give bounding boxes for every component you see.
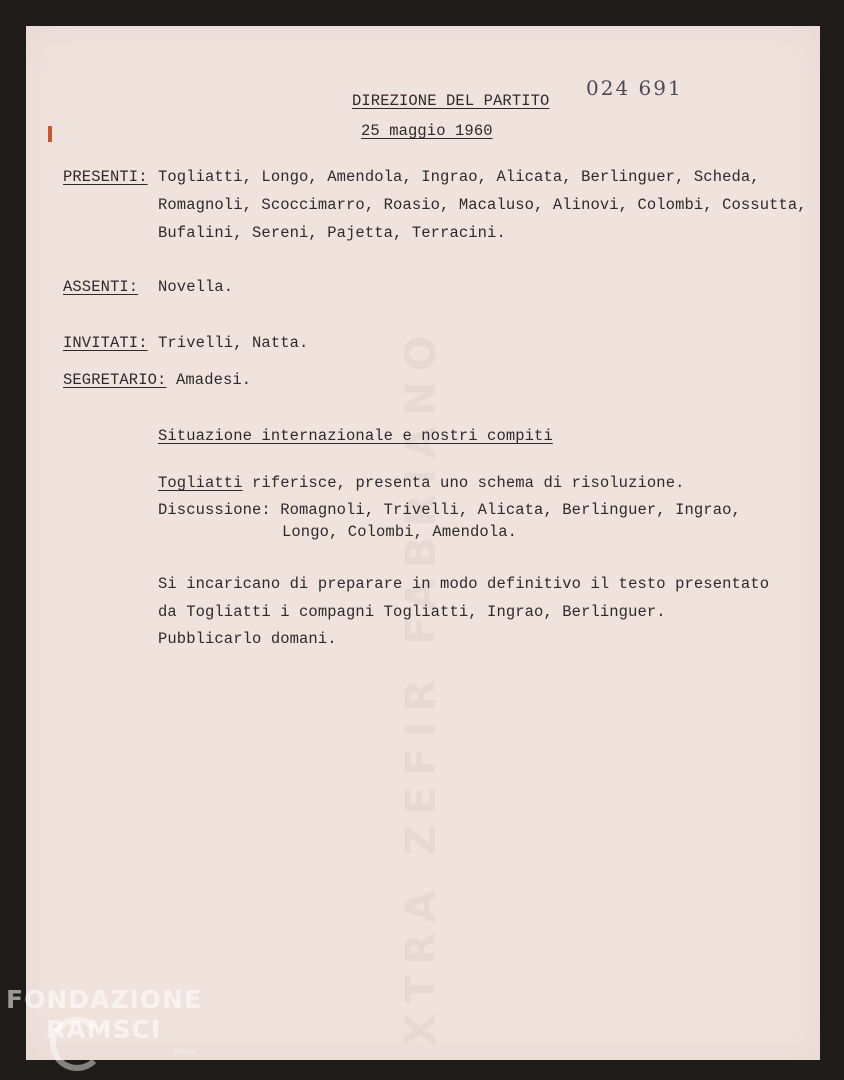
archive-number: 024 691 xyxy=(586,76,683,100)
watermark-line-1: FONDAZIONE xyxy=(6,985,203,1014)
assenti-label: ASSENTI: xyxy=(63,278,139,296)
decision-line-1: Si incaricano di preparare in modo definitivo il testo presentato xyxy=(158,575,770,593)
presenti-line-1: Togliatti, Longo, Amendola, Ingrao, Alicata, Berlinguer, Scheda, xyxy=(158,168,760,186)
presenti-line-2: Romagnoli, Scoccimarro, Roasio, Macaluso, Alinovi, Colombi, Cossutta, xyxy=(158,196,807,214)
presenti-line-3: Bufalini, Sereni, Pajetta, Terracini. xyxy=(158,224,506,242)
document-title: DIREZIONE DEL PARTITO xyxy=(352,92,550,110)
report-line xyxy=(158,474,685,492)
fondazione-gramsci-watermark xyxy=(6,985,221,1065)
ghost-paper-watermark: XTRA ZEFIR FABRIANO xyxy=(396,325,445,1046)
report-speaker: Togliatti xyxy=(158,474,243,492)
invitati-label: INVITATI: xyxy=(63,334,148,352)
presenti-label: PRESENTI: xyxy=(63,168,148,186)
assenti-value: Novella. xyxy=(158,278,234,296)
segretario-label: SEGRETARIO: xyxy=(63,371,167,389)
watermark-line-3: onlus xyxy=(174,1047,196,1056)
discussion-line-2: Longo, Colombi, Amendola. xyxy=(282,523,518,541)
watermark-line-2: RAMSCI xyxy=(46,1015,162,1044)
binder-mark xyxy=(48,126,52,142)
decision-line-3: Pubblicarlo domani. xyxy=(158,630,337,648)
report-text: riferisce, presenta uno schema di risoluzione. xyxy=(242,474,685,492)
document-sheet xyxy=(26,26,820,1060)
document-date: 25 maggio 1960 xyxy=(361,122,493,140)
discussion-line-1: Discussione: Romagnoli, Trivelli, Alicata, Berlinguer, Ingrao, xyxy=(158,501,741,519)
segretario-value: Amadesi. xyxy=(176,371,252,389)
agenda-topic: Situazione internazionale e nostri compiti xyxy=(158,427,553,445)
decision-line-2: da Togliatti i compagni Togliatti, Ingrao, Berlinguer. xyxy=(158,603,666,621)
invitati-value: Trivelli, Natta. xyxy=(158,334,309,352)
